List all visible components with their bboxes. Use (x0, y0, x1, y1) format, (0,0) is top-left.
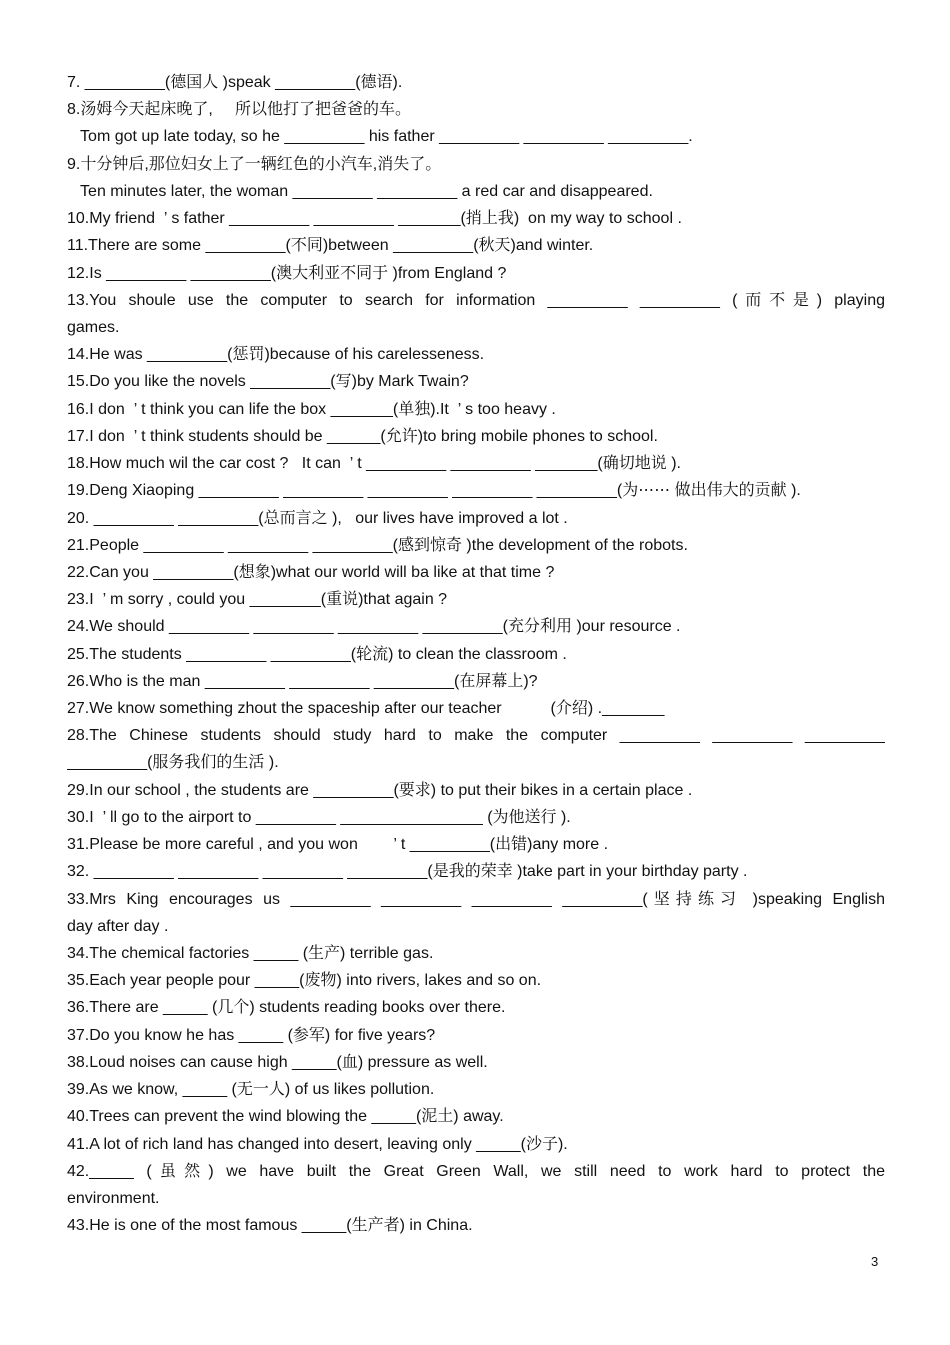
exercise-line: 20. _________ _________(总而言之 ), our lives have improved a lot . (67, 509, 568, 527)
exercise-line: 14.He was _________(惩罚)because of his carelesseness. (67, 346, 485, 364)
exercise-line: 22.Can you _________(想象)what our world will ba like at that time ? (67, 563, 555, 581)
exercise-line: 39.As we know, _____ (无一人) of us likes pollution. (67, 1081, 435, 1099)
exercise-line: 29.In our school , the students are _________(要求) to put their bikes in a certain place . (67, 781, 693, 799)
exercise-line: 11.There are some _________(不同)between _________(秋天)and winter. (67, 237, 594, 255)
exercise-line: 17.I don ’ t think students should be ______(允许)to bring mobile phones to school. (67, 427, 658, 445)
exercise-line: 21.People _________ _________ _________(感到惊奇 )the development of the robots. (67, 536, 688, 554)
page-number: 3 (871, 1254, 879, 1269)
exercise-line: 18.How much wil the car cost ? It can ’ t _________ _________ _______(确切地说 ). (67, 455, 681, 473)
exercise-line: 33.Mrs King encourages us _________ _________ _________ _________(坚持练习 )speaking English (67, 890, 885, 908)
exercise-line: 23.I ’ m sorry , could you ________(重说)that again ? (67, 591, 448, 609)
exercise-line: 27.We know something zhout the spaceship after our teacher (介绍) ._______ (67, 700, 665, 718)
exercise-line: 38.Loud noises can cause high _____(血) pressure as well. (67, 1053, 488, 1071)
exercise-line: 41.A lot of rich land has changed into desert, leaving only _____(沙子). (67, 1135, 568, 1153)
exercise-line: Tom got up late today, so he _________ his father _________ _________ _________. (67, 128, 693, 146)
exercise-line: 35.Each year people pour _____(废物) into rivers, lakes and so on. (67, 972, 542, 990)
exercise-line: 15.Do you like the novels _________(写)by Mark Twain? (67, 373, 469, 391)
exercise-line: 7. _________(德国人 )speak _________(德语). (67, 74, 403, 91)
exercise-line: 36.There are _____ (几个) students reading books over there. (67, 999, 506, 1017)
exercise-line: 25.The students _________ _________(轮流) to clean the classroom . (67, 645, 567, 663)
exercise-line: 40.Trees can prevent the wind blowing the _____(泥土) away. (67, 1108, 504, 1126)
exercise-line: 43.He is one of the most famous _____(生产者) in China. (67, 1217, 473, 1235)
exercise-line: 42._____ (虽然) we have built the Great Green Wall, we still need to work hard to protect the (67, 1162, 885, 1180)
exercise-line: 31.Please be more careful , and you won ’ t _________(出错)any more . (67, 836, 609, 854)
exercise-line: 34.The chemical factories _____ (生产) terrible gas. (67, 945, 434, 962)
exercise-line: 24.We should _________ _________ _________ _________(充分利用 )our resource . (67, 618, 681, 636)
exercise-line: 32. _________ _________ _________ _________(是我的荣幸 )take part in your birthday party . (67, 863, 748, 881)
exercise-line: 30.I ’ ll go to the airport to _________ ________________ (为他送行 ). (67, 808, 571, 826)
exercise-line: environment. (67, 1189, 160, 1207)
exercise-line: day after day . (67, 917, 169, 935)
exercise-line: 16.I don ’ t think you can life the box _______(单独).It ’ s too heavy . (67, 400, 556, 418)
exercise-line: 19.Deng Xiaoping _________ _________ _________ _________ _________(为⋯⋯ 做出伟大的贡献 ). (67, 482, 801, 500)
exercise-line: 28.The Chinese students should study hard to make the computer _________ _________ _________ (67, 727, 885, 745)
exercise-line: 37.Do you know he has _____ (参军) for five years? (67, 1026, 436, 1044)
exercise-line: Ten minutes later, the woman _________ _________ a red car and disappeared. (67, 182, 653, 200)
exercise-line: _________(服务我们的生活 ). (67, 754, 279, 772)
exercise-line: 12.Is _________ _________(澳大利亚不同于 )from England ? (67, 264, 507, 282)
exercise-line: 10.My friend ’ s father _________ _________ _______(捎上我) on my way to school . (67, 210, 682, 228)
exercise-line: 8.汤姆今天起床晚了, 所以他打了把爸爸的车。 (67, 101, 412, 119)
exercise-line: 9.十分钟后,那位妇女上了一辆红色的小汽车,消失了。 (67, 155, 442, 173)
exercise-line: 13.You shoule use the computer to search for information _________ _________ (而不是) playing (67, 291, 885, 309)
exercise-line: 26.Who is the man _________ _________ _________(在屏幕上)? (67, 672, 538, 690)
exercise-line: games. (67, 318, 120, 336)
exercise-lines (67, 73, 885, 1243)
